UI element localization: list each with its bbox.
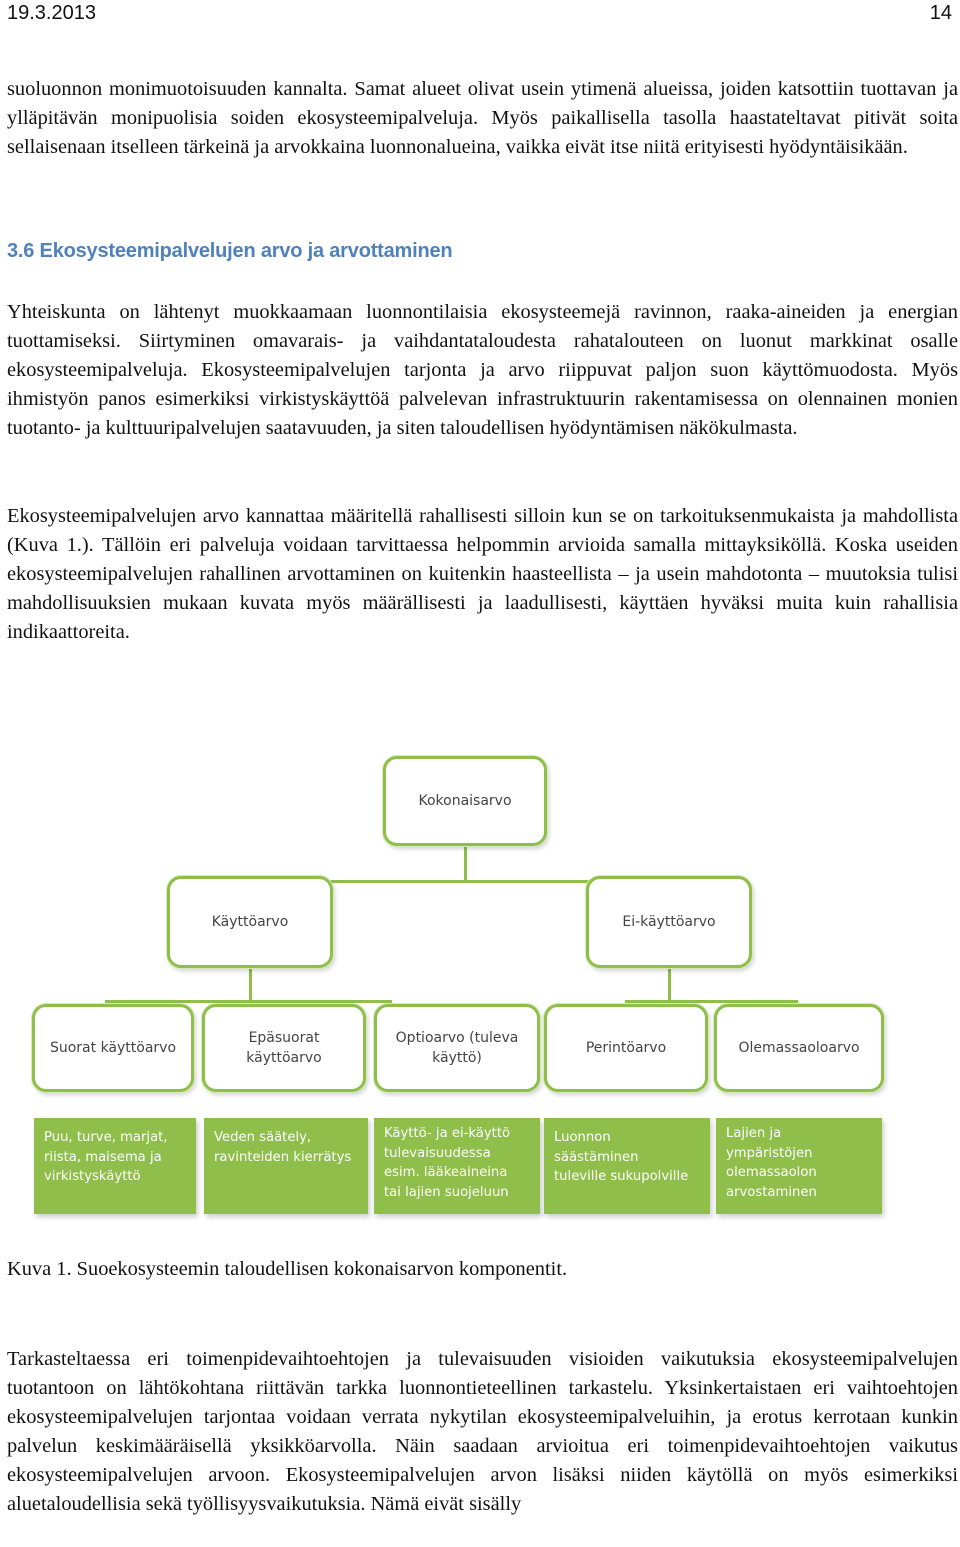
leaf-epasuorat: Veden säätely, ravinteiden kierrätys: [204, 1118, 368, 1214]
paragraph-1: suoluonnon monimuotoisuuden kannalta. Samat alueet olivat usein ytimenä alueissa, joiden katsottiin tuottavan ja ylläpitävän monipuolisia soiden ekosysteemipalveluja. Myös paikallisella tasolla haastateltavat pitivät soita sellaisenaan itselleen tärkeinä ja arvokkaina luonnonalueina, vaikka eivät itse niitä erityisesti hyödyntäisikään.: [7, 78, 958, 158]
header-page-number: 14: [929, 2, 952, 24]
leaf-perinto: Luonnon säästäminen tuleville sukupolville: [544, 1118, 710, 1214]
paragraph-3: Ekosysteemipalvelujen arvo kannattaa määritellä rahallisesti silloin kun se on tarkoituksenmukaista ja mahdollista (Kuva 1.). Tällöin eri palveluja voidaan tarvittaessa helpommin arvioida samalla mittayksiköllä. Koska useiden ekosysteemipalvelujen rahallinen arvottaminen on kuitenkin haasteellista – ja usein mahdotonta – muutoksia tulisi mahdollisuuksien mukaan kuvata myös määrällisesti ja laadullisesti, käyttäen hyväksi muita kuin rahallisia indikaattoreita.: [7, 505, 958, 643]
leaf-suorat: Puu, turve, marjat, riista, maisema ja virkistyskäyttö: [34, 1118, 196, 1214]
node-epasuorat-kayttoarvo: Epäsuorat käyttöarvo: [202, 1004, 366, 1092]
node-suorat-kayttoarvo: Suorat käyttöarvo: [32, 1004, 194, 1092]
paragraph-2: Yhteiskunta on lähtenyt muokkaamaan luonnontilaisia ekosysteemejä ravinnon, raaka-aineiden ja energian tuottamiseksi. Siirtyminen omavarais- ja vaihdantataloudesta rahatalouteen on luonut markkinat osalle ekosysteemipalveluja. Ekosysteemipalvelujen tarjonta ja arvo riippuvat paljon suon käyttömuodosta. Myös ihmistyön panos esimerkiksi virkistyskäyttöä palvelevan infrastruktuurin rakentamisessa on olennainen monien tuotanto- ja kulttuuripalvelujen saatavuuden, ja siten taloudellisen hyödyntämisen näkökulmasta.: [7, 301, 958, 439]
leaf-olemassaolo: Lajien ja ympäristöjen olemassaolon arvostaminen: [716, 1118, 882, 1214]
connector-root-down: [464, 846, 467, 882]
leaf-optio: Käyttö- ja ei-käyttö tulevaisuudessa esim. lääkeaineina tai lajien suojeluun: [374, 1118, 540, 1214]
connector-right-branch: [668, 968, 671, 1002]
connector-left-horizontal: [105, 1000, 392, 1003]
section-heading: 3.6 Ekosysteemipalvelujen arvo ja arvottaminen: [7, 240, 453, 262]
node-perintoarvo: Perintöarvo: [544, 1004, 708, 1092]
node-ei-kayttoarvo: Ei-käyttöarvo: [586, 876, 752, 968]
value-diagram: [0, 748, 960, 1228]
node-kokonaisarvo: Kokonaisarvo: [383, 756, 547, 846]
node-kayttoarvo: Käyttöarvo: [167, 876, 333, 968]
node-optioarvo: Optioarvo (tuleva käyttö): [374, 1004, 540, 1092]
node-olemassaoloarvo: Olemassaoloarvo: [714, 1004, 884, 1092]
figure-caption: Kuva 1. Suoekosysteemin taloudellisen kokonaisarvon komponentit.: [7, 1258, 568, 1280]
paragraph-4: Tarkasteltaessa eri toimenpidevaihtoehtojen ja tulevaisuuden visioiden vaikutuksia ekosysteemipalvelujen tuotantoon on lähtökohtana riittävän tarkka luonnontieteellinen tarkastelu. Yksinkertaistaen eri vaihtoehtojen ekosysteemipalvelujen tarjontaa voidaan verrata nykytilan ekosysteemipalveluihin, ja erotus kerrotaan kunkin palvelun keskimääräisellä yksikköarvolla. Näin saadaan arvioitua eri toimenpidevaihtoehtojen vaikutus ekosysteemipalvelujen arvoon. Ekosysteemipalvelujen arvon lisäksi niiden käytöllä on myös esimerkiksi aluetaloudellisia sekä työllisyysvaikutuksia. Nämä eivät sisälly: [7, 1348, 958, 1515]
connector-left-branch: [249, 968, 252, 1002]
header-date: 19.3.2013: [7, 2, 96, 24]
connector-right-horizontal: [625, 1000, 798, 1003]
